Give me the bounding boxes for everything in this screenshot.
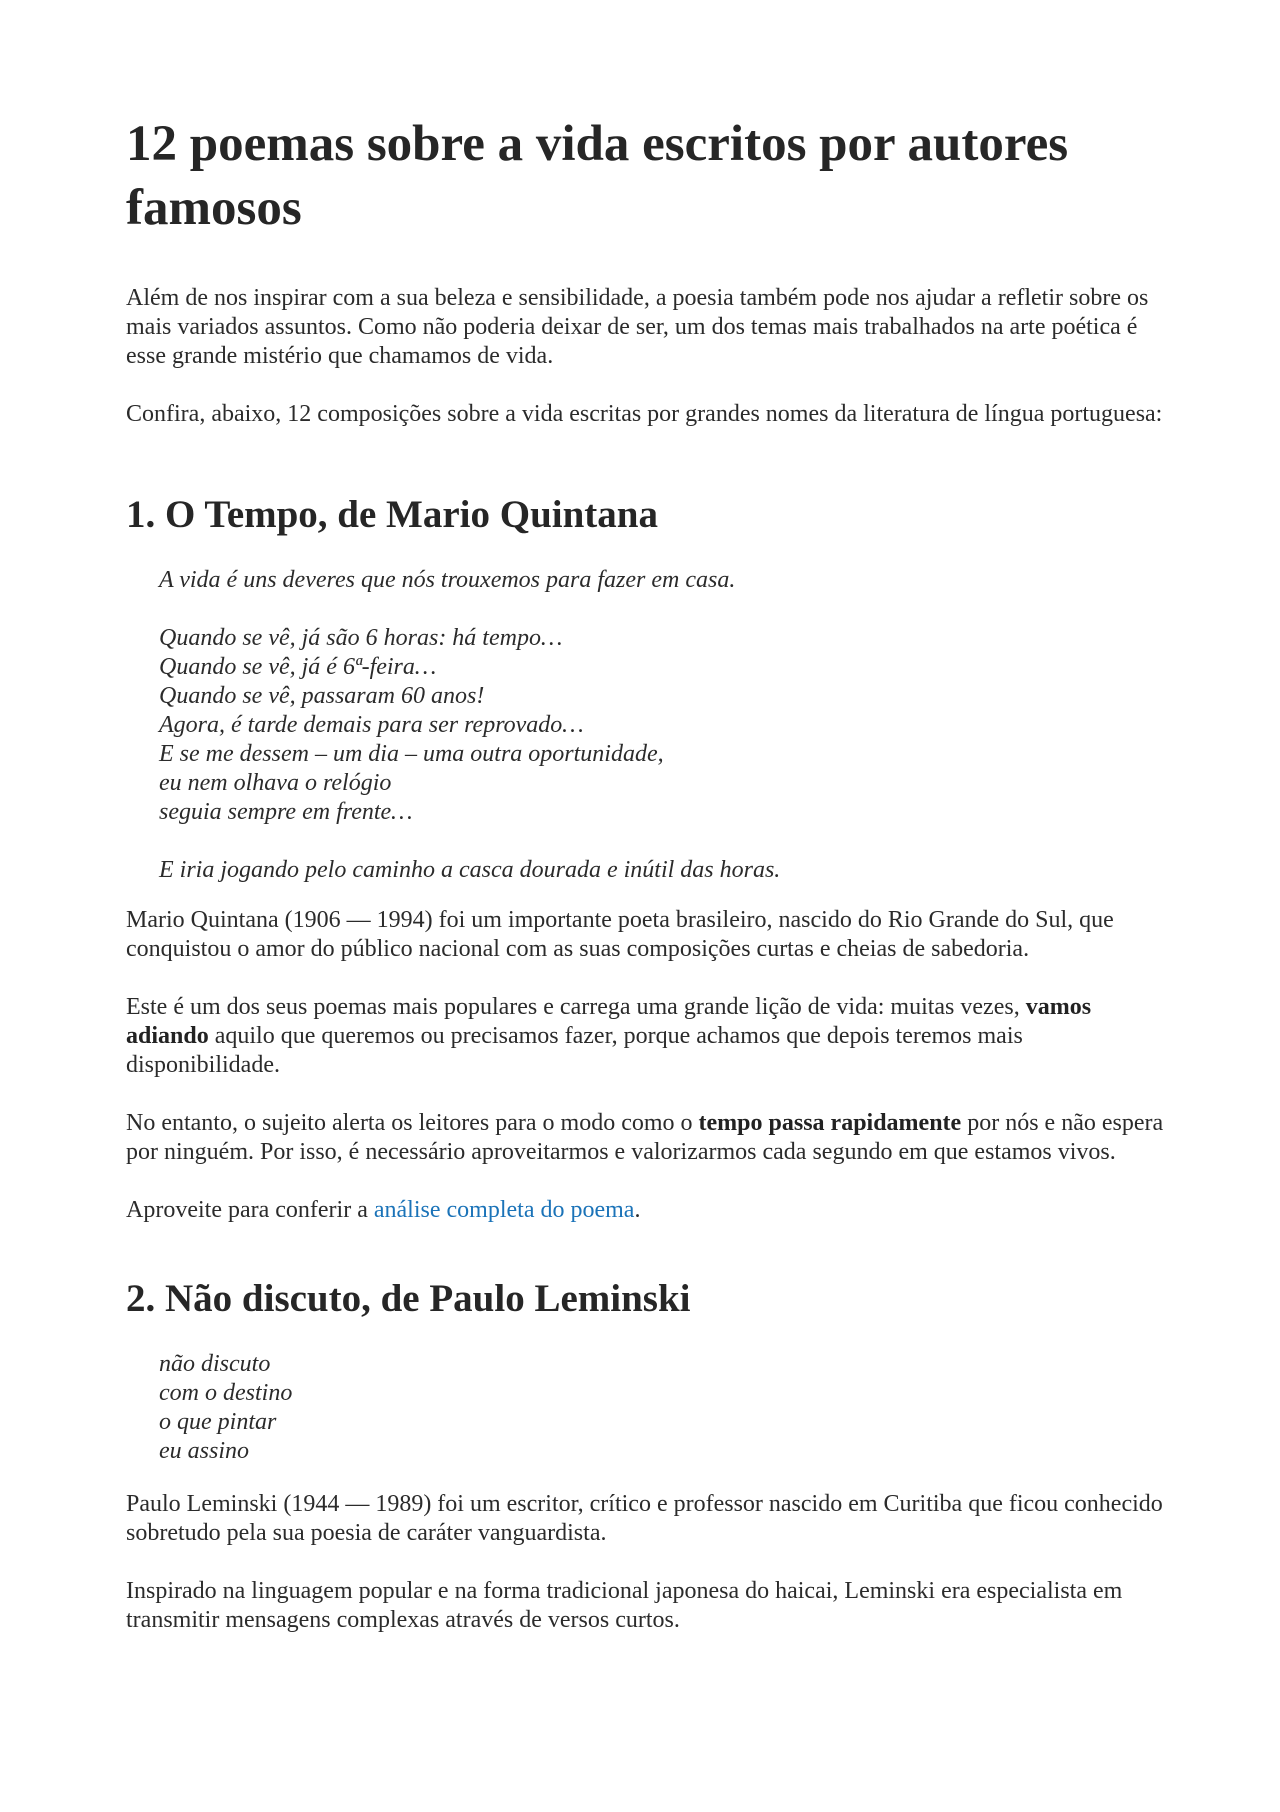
bold-text: tempo passa rapidamente [698, 1110, 962, 1136]
page-title: 12 poemas sobre a vida escritos por autores famosos [126, 116, 1069, 236]
text-span: Aproveite para conferir a [126, 1197, 374, 1223]
poem-line: Quando se vê, passaram 60 anos! [159, 683, 485, 709]
text-span: No entanto, o sujeito alerta os leitores para o modo como o [126, 1110, 699, 1136]
poem-line: E se me dessem – um dia – uma outra oportunidade, [159, 741, 664, 767]
text-span: . [634, 1197, 641, 1223]
section-1-heading: 1. O Tempo, de Mario Quintana [126, 493, 658, 536]
section-1-paragraph-3 [126, 1109, 1166, 1167]
section-2-paragraph-1: Paulo Leminski (1944 — 1989) foi um escritor, crítico e professor nascido em Curitiba que ficou conhecido sobretudo pela sua poesia de caráter vanguardista. [126, 1491, 1163, 1546]
poem-line: E iria jogando pelo caminho a casca dourada e inútil das horas. [159, 857, 781, 883]
section-1-paragraph-4 [126, 1196, 1166, 1225]
poem-nao-discuto [159, 1350, 1166, 1466]
bold-text: vamos adiando [126, 994, 1092, 1049]
poem-line: eu nem olhava o relógio [159, 770, 392, 796]
section-2-paragraph-2: Inspirado na linguagem popular e na forma tradicional japonesa do haicai, Leminski era especialista em transmitir mensagens complexas através de versos curtos. [126, 1578, 1123, 1633]
poem-line: eu assino [159, 1438, 249, 1464]
poem-line: Quando se vê, já são 6 horas: há tempo… [159, 625, 563, 651]
analysis-link[interactable]: análise completa do poema [373, 1197, 635, 1223]
text-span: Este é um dos seus poemas mais populares e carrega uma grande lição de vida: muitas vezes, [126, 994, 1026, 1020]
poem-line: seguia sempre em frente… [159, 799, 413, 825]
poem-line: Quando se vê, já é 6ª-feira… [159, 654, 437, 680]
text-span: aquilo que queremos ou precisamos fazer, porque achamos que depois teremos mais disponibilidade. [126, 1023, 1023, 1078]
section-1-paragraph-2 [126, 993, 1166, 1080]
poem-line: o que pintar [159, 1409, 277, 1435]
intro-paragraph-1: Além de nos inspirar com a sua beleza e sensibilidade, a poesia também pode nos ajudar a refletir sobre os mais variados assuntos. Como não poderia deixar de ser, um dos temas mais trabalhados na arte poética é esse grande mistério que chamamos de vida. [126, 285, 1149, 369]
intro-paragraph-2: Confira, abaixo, 12 composições sobre a vida escritas por grandes nomes da literatura de língua portuguesa: [126, 401, 1163, 427]
article [126, 112, 1166, 1635]
section-1-paragraph-1: Mario Quintana (1906 — 1994) foi um importante poeta brasileiro, nascido do Rio Grande do Sul, que conquistou o amor do público nacional com as suas composições curtas e cheias de sabedoria. [126, 907, 1114, 962]
section-2-heading: 2. Não discuto, de Paulo Leminski [126, 1277, 691, 1320]
poem-o-tempo [159, 566, 1166, 885]
poem-line: A vida é uns deveres que nós trouxemos para fazer em casa. [159, 567, 736, 593]
poem-line: Agora, é tarde demais para ser reprovado… [159, 712, 584, 738]
text-span: por nós e não espera por ninguém. Por isso, é necessário aproveitarmos e valorizarmos cada segundo em que estamos vivos. [126, 1110, 1164, 1165]
poem-line: com o destino [159, 1380, 293, 1406]
poem-line: não discuto [159, 1351, 271, 1377]
